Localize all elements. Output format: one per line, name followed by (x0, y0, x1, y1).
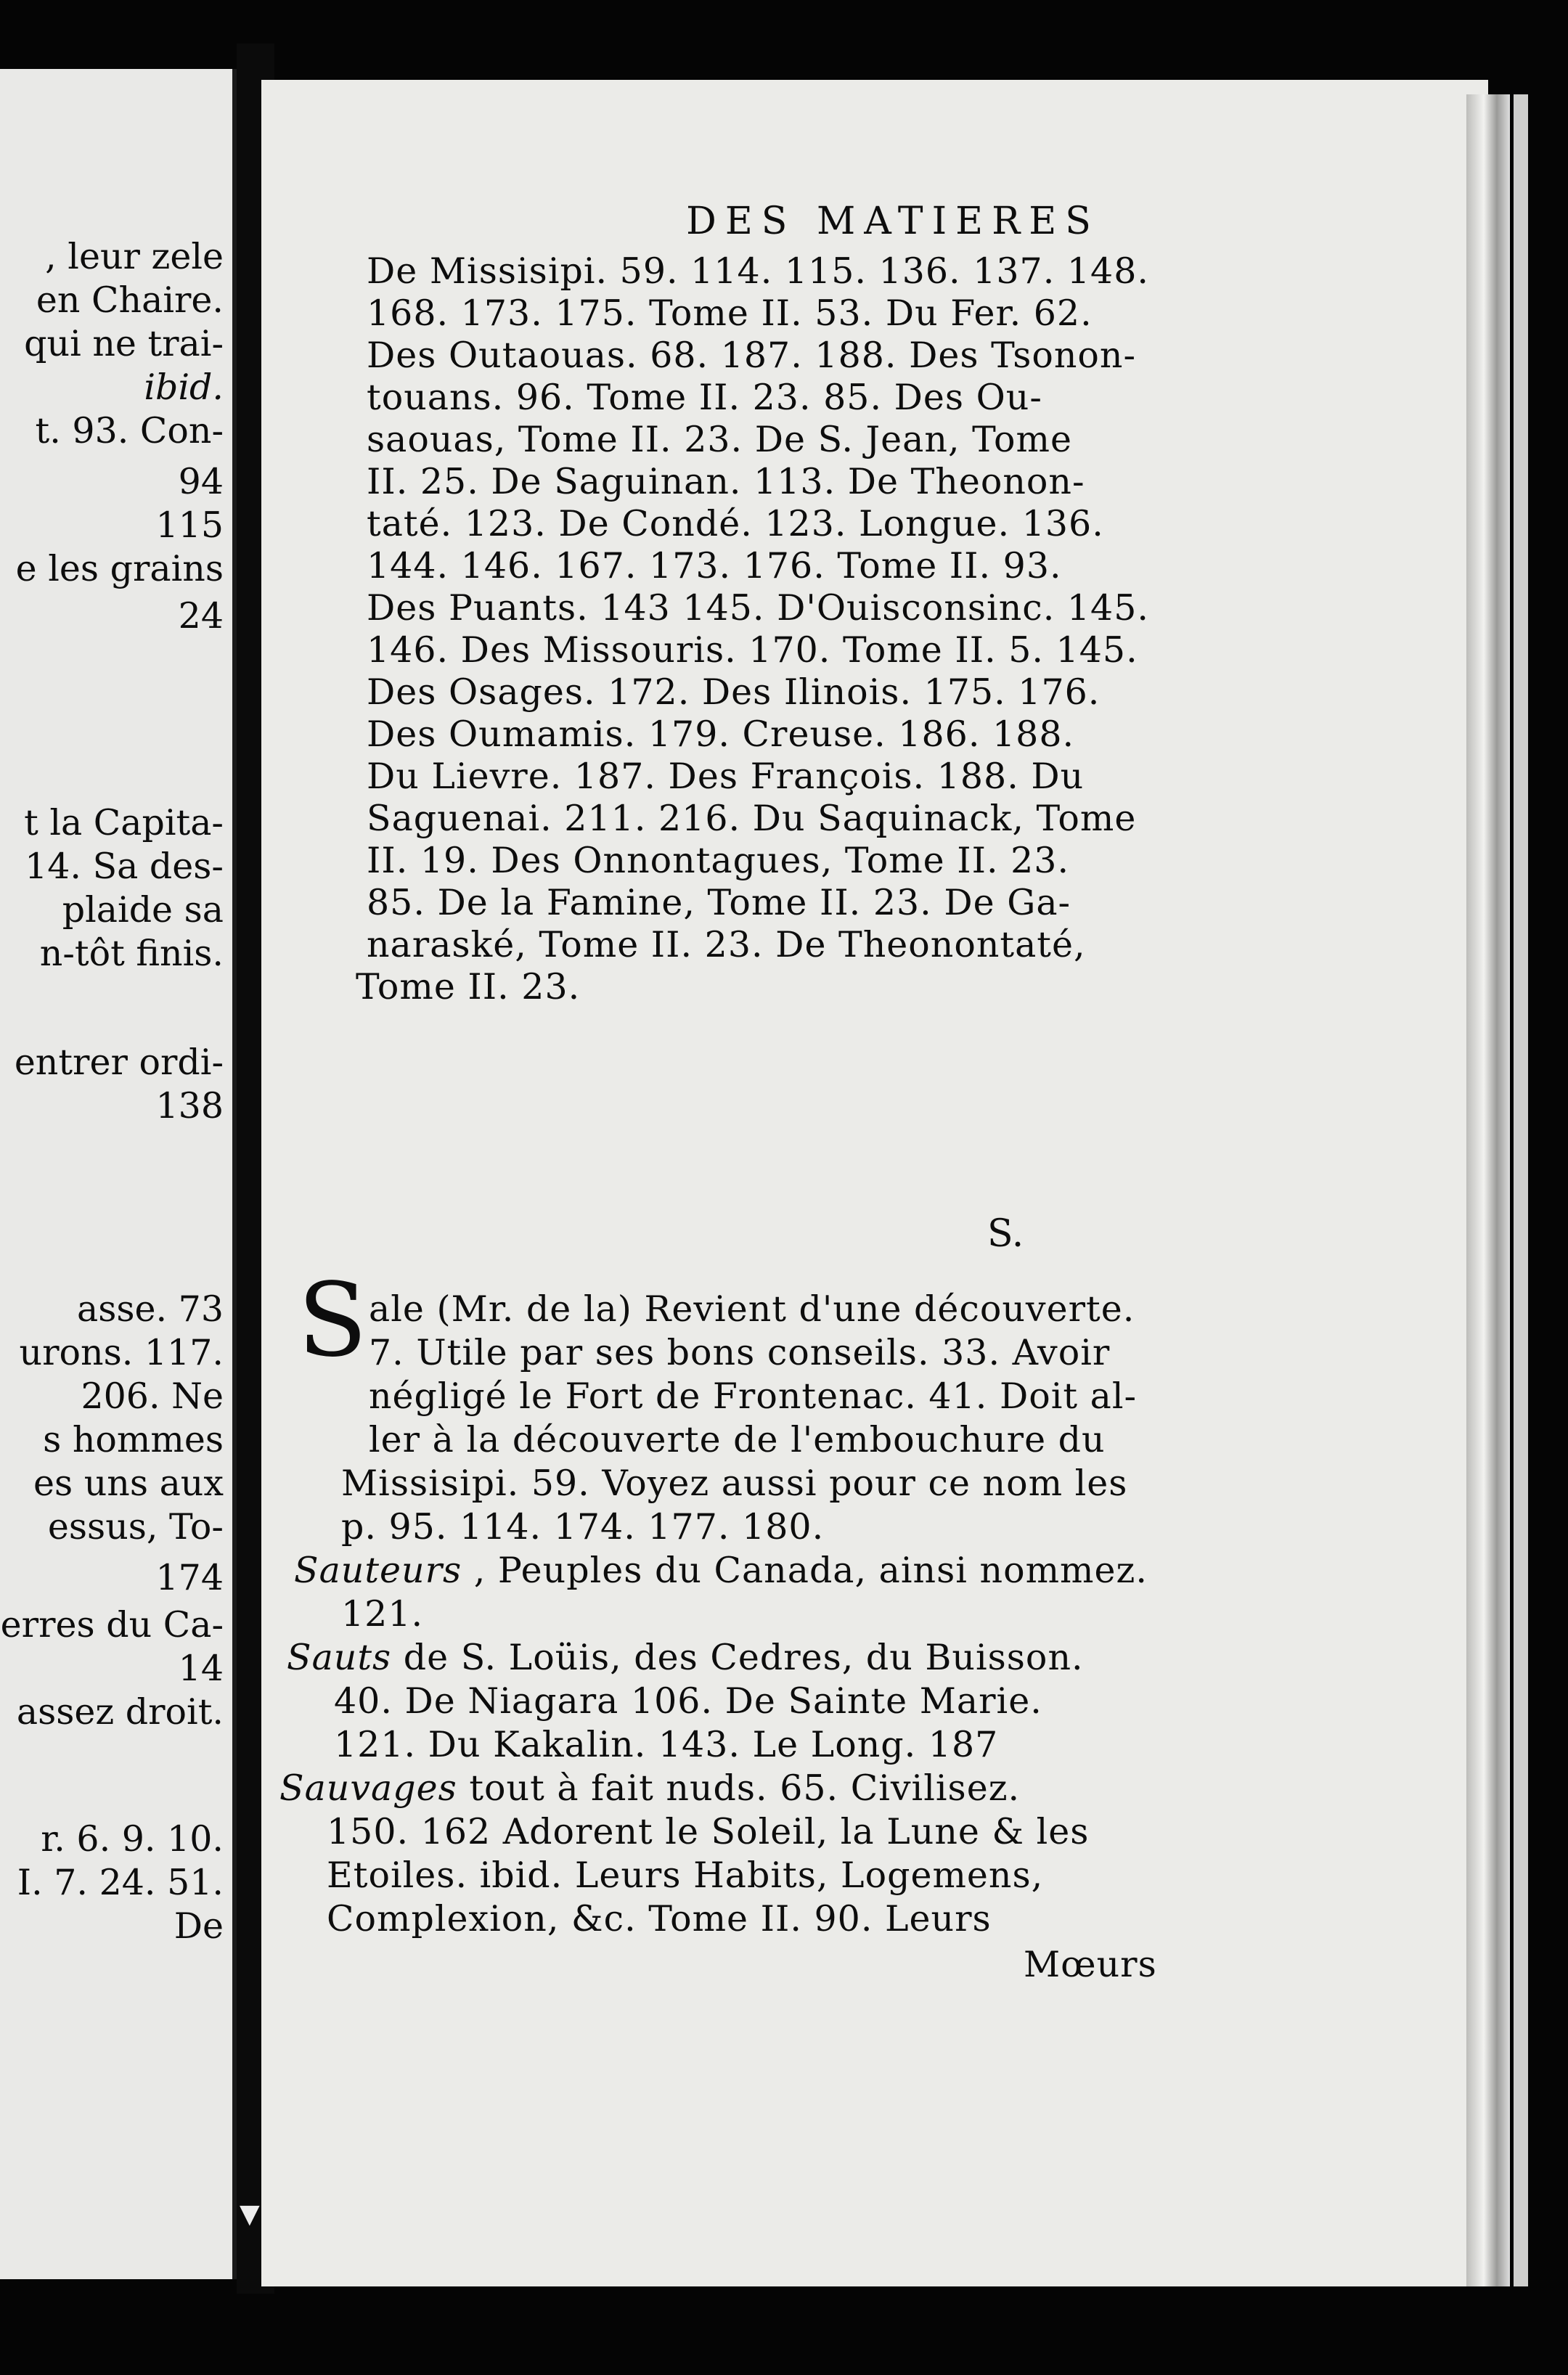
left-line: I. 7. 24. 51. (17, 1862, 224, 1903)
left-line: De (173, 1905, 224, 1947)
index-line: Des Outaouas. 68. 187. 188. Des Tsonon- (367, 335, 1137, 376)
index-line: II. 19. Des Onnontagues, Tome II. 23. (367, 840, 1070, 881)
index-line: 168. 173. 175. Tome II. 53. Du Fer. 62. (367, 293, 1093, 334)
index-line: Tome II. 23. (356, 966, 581, 1007)
page-edge (1466, 94, 1510, 2286)
page-header: DES MATIERES (686, 200, 1100, 243)
index-line: négligé le Fort de Frontenac. 41. Doit al- (369, 1375, 1138, 1417)
left-line: , leur zele (45, 236, 224, 277)
arrow-down-icon: ▼ (240, 2199, 260, 2229)
entry-term: Sauts (287, 1637, 392, 1678)
left-line: n-tôt finis. (39, 933, 224, 974)
index-line: 40. De Niagara 106. De Sainte Marie. (334, 1680, 1042, 1722)
left-line: 206. Ne (81, 1375, 224, 1417)
index-line: Etoiles. ibid. Leurs Habits, Logemens, (327, 1855, 1044, 1896)
index-line: Des Oumamis. 179. Creuse. 186. 188. (367, 714, 1075, 755)
index-line: Du Lievre. 187. Des François. 188. Du (367, 756, 1085, 797)
entry-text: , Peuples du Canada, ainsi nommez. (473, 1550, 1148, 1591)
index-line: Missisipi. 59. Voyez aussi pour ce nom les (341, 1463, 1128, 1504)
left-line: e les grains (15, 548, 224, 589)
left-line: 14. Sa des- (25, 846, 224, 887)
index-line: p. 95. 114. 174. 177. 180. (341, 1506, 825, 1548)
left-line: t la Capita- (24, 802, 224, 843)
left-line: urons. 117. (19, 1332, 224, 1373)
index-line: De Missisipi. 59. 114. 115. 136. 137. 148. (367, 250, 1149, 292)
index-line: Des Osages. 172. Des Ilinois. 175. 176. (367, 671, 1101, 713)
index-line: Des Puants. 143 145. D'Ouisconsinc. 145. (367, 587, 1149, 629)
left-line: t. 93. Con- (35, 410, 224, 451)
left-line: entrer ordi- (14, 1042, 224, 1083)
left-line: 94 (178, 461, 224, 502)
catchword: Mœurs (1024, 1944, 1157, 1985)
index-entry-sauts (287, 1637, 1084, 1678)
index-line: 121. Du Kakalin. 143. Le Long. 187 (334, 1724, 999, 1765)
index-line: 85. De la Famine, Tome II. 23. De Ga- (367, 882, 1071, 923)
index-line: ler à la découverte de l'embouchure du (369, 1419, 1106, 1460)
index-line: 144. 146. 167. 173. 176. Tome II. 93. (367, 545, 1062, 586)
left-line: erres du Ca- (0, 1604, 224, 1646)
index-line: 7. Utile par ses bons conseils. 33. Avoir (369, 1332, 1111, 1373)
entry-term: Sauteurs (294, 1550, 462, 1591)
entry-term: Sauvages (279, 1767, 457, 1809)
left-line: ibid. (144, 367, 224, 408)
index-entry-sauvages (279, 1767, 1020, 1809)
index-line: Saguenai. 211. 216. Du Saquinack, Tome (367, 798, 1137, 839)
page-edge-shadow (1514, 94, 1528, 2286)
index-line: taté. 123. De Condé. 123. Longue. 136. (367, 503, 1104, 544)
section-letter: S. (987, 1212, 1024, 1256)
left-page (0, 69, 237, 2279)
left-line: r. 6. 9. 10. (41, 1818, 224, 1860)
left-line: asse. 73 (76, 1288, 224, 1330)
right-page (261, 80, 1488, 2286)
left-line: en Chaire. (36, 279, 224, 321)
entry-text: tout à fait nuds. 65. Civilisez. (469, 1767, 1021, 1809)
left-line: s hommes (43, 1419, 224, 1460)
left-line: 174 (155, 1557, 224, 1598)
left-line: plaide sa (62, 889, 224, 931)
index-entry-sauteurs (294, 1550, 1148, 1591)
index-line: 121. (341, 1593, 424, 1635)
entry-text: de S. Loüis, des Cedres, du Buisson. (403, 1637, 1084, 1678)
left-line: assez droit. (16, 1691, 224, 1733)
left-line: 138 (155, 1085, 224, 1127)
index-line: 150. 162 Adorent le Soleil, la Lune & les (327, 1811, 1090, 1852)
drop-cap: S (298, 1262, 367, 1380)
left-line: 115 (155, 504, 224, 546)
left-line: es uns aux (33, 1463, 224, 1504)
index-line: Complexion, &c. Tome II. 90. Leurs (327, 1898, 992, 1939)
index-line: ale (Mr. de la) Revient d'une découverte. (369, 1288, 1135, 1330)
index-line: 146. Des Missouris. 170. Tome II. 5. 145. (367, 629, 1138, 671)
index-line: naraské, Tome II. 23. De Theonontaté, (367, 924, 1086, 965)
left-line: 24 (178, 595, 224, 637)
index-line: saouas, Tome II. 23. De S. Jean, Tome (367, 419, 1072, 460)
left-line: qui ne trai- (24, 323, 224, 364)
index-line: touans. 96. Tome II. 23. 85. Des Ou- (367, 377, 1042, 418)
left-line: essus, To- (47, 1506, 224, 1548)
index-line: II. 25. De Saguinan. 113. De Theonon- (367, 461, 1085, 502)
left-line: 14 (178, 1648, 224, 1689)
